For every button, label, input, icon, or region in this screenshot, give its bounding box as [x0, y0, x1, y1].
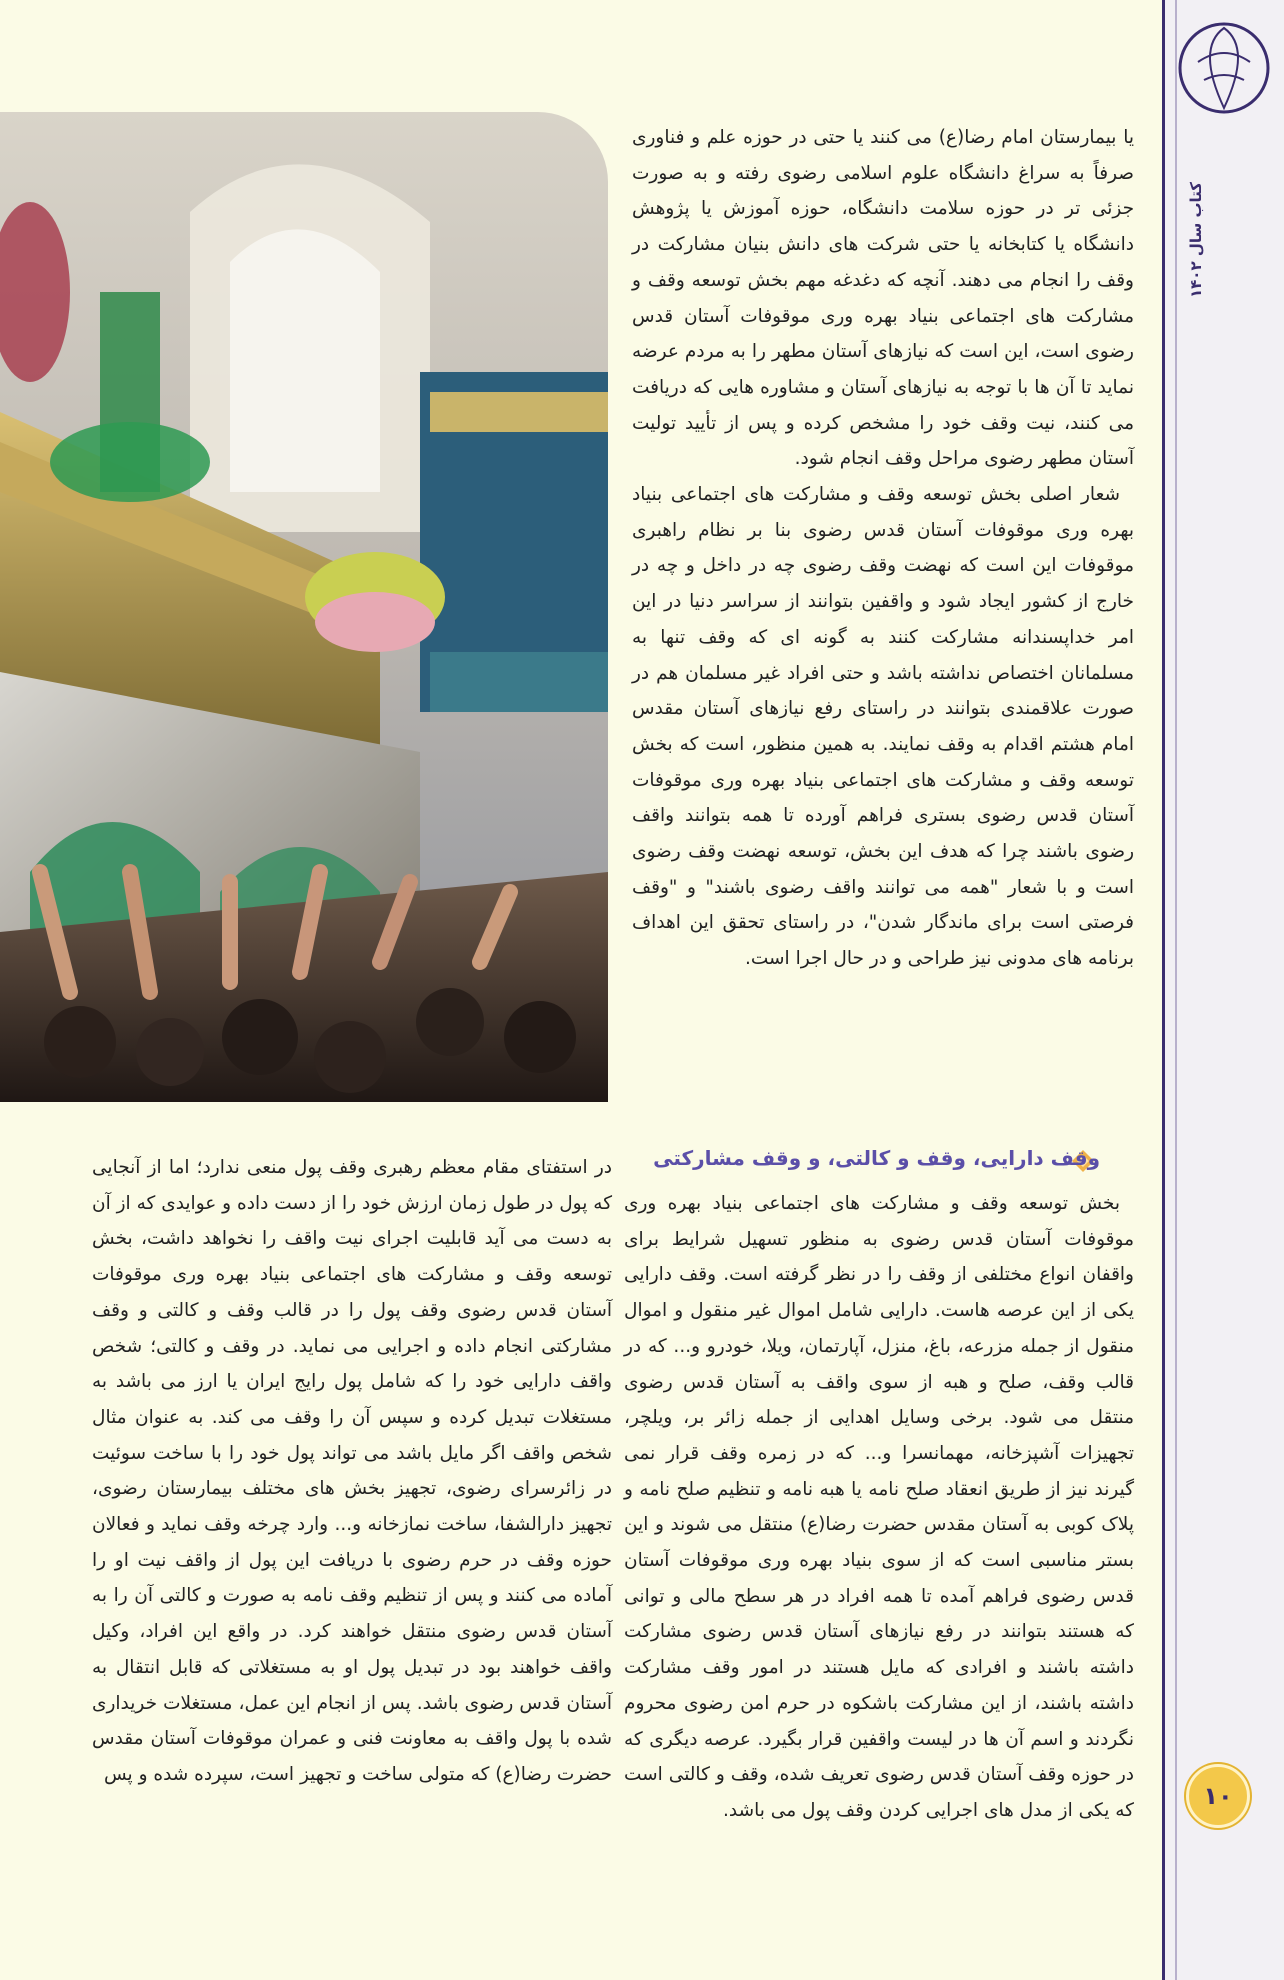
shrine-photo [0, 112, 608, 1102]
bottom-left-text-column [92, 1150, 612, 1793]
logo-emblem-icon [1174, 18, 1274, 118]
paragraph: در استفتای مقام معظم رهبری وقف پول منعی ندارد؛ اما از آنجایی که پول در طول زمان ارزش خود را از دست داده و عوایدی که از آن به دست می آید قابلیت اجرای نیت واقف را نخواهد داشت، بخش توسعه وقف و مشارکت های اجتماعی بنیاد بهره وری موقوفات آستان قدس رضوی وقف پول را در قالب وقف و کالتی و وقف مشارکتی انجام داده و اجرایی می نماید. در وقف و کالتی؛ شخص واقف دارایی خود را که شامل پول رایج ایران یا ارز می باشد به مستغلات تبدیل کرده و سپس آن را وقف می کند. به عنوان مثال شخص واقف اگر مایل باشد می تواند پول خود را با ساخت سوئیت در زائرسرای رضوی، تجهیز بخش های مختلف بیمارستان رضوی، تجهیز دارالشفا، ساخت نمازخانه و... وارد چرخه وقف نماید و فعالان حوزه وقف در حرم رضوی با دریافت این پول از واقف نیت او را آماده می کنند و پس از تنظیم وقف نامه به صورت و کالتی آن را به آستان قدس رضوی منتقل خواهند کرد. در واقع این افراد، وکیل واقف خواهند بود در تبدیل پول او به مستغلاتی که قابل انتقال به آستان قدس رضوی باشد. پس از انجام این عمل، مستغلات خریداری شده با پول واقف به معاونت فنی و عمران موقوفات آستان مقدس حضرت رضا(ع) که متولی ساخت و تجهیز است، سپرده شده و پس [92, 1157, 612, 1785]
shrine-photo-icon [0, 112, 608, 1102]
paragraph: شعار اصلی بخش توسعه وقف و مشارکت های اجتماعی بنیاد بهره وری موقوفات آستان قدس رضوی بنا بر نظام راهبری موقوفات این است که نهضت وقف رضوی چه در داخل و چه در خارج از کشور ایجاد شود و واقفین بتوانند از سراسر دنیا در این امر خداپسندانه مشارکت کنند به گونه ای که وقف تنها به مسلمانان اختصاص نداشته باشد و حتی افراد غیر مسلمان هم در صورت علاقمندی بتوانند در راستای رفع نیازهای آستان مقدس امام هشتم اقدام به وقف نمایند. به همین منظور، است که بخش توسعه وقف و مشارکت های اجتماعی بنیاد بهره وری موقوفات آستان قدس رضوی بستری فراهم آورده تا همه بتوانند واقف رضوی باشند چرا که هدف این بخش، توسعه نهضت وقف رضوی است و با شعار "همه می توانند واقف رضوی باشند" و "وقف فرصتی است برای ماندگار شدن"، در راستای تحقق این اهداف برنامه های مدونی نیز طراحی و در حال اجرا است. [632, 484, 1134, 970]
top-text-column [632, 120, 1134, 977]
paragraph: بخش توسعه وقف و مشارکت های اجتماعی بنیاد بهره وری موقوفات آستان قدس رضوی به منظور تسهیل شرایط برای واقفان انواع مختلفی از وقف را در نظر گرفته است. وقف دارایی یکی از این عرصه هاست. دارایی شامل اموال غیر منقول و اموال منقول از جمله مزرعه، باغ، منزل، آپارتمان، ویلا، خودرو و... که در قالب وقف، صلح و هبه از سوی واقف به آستان قدس رضوی منتقل می شود. برخی وسایل اهدایی از جمله زائر بر، ویلچر، تجهیزات آشپزخانه، مهمانسرا و... که در زمره وقف قرار نمی گیرند نیز از طریق انعقاد صلح نامه یا هبه نامه و تنظیم صلح نامه و پلاک کوبی به آستان مقدس حضرت رضا(ع) منتقل می شوند و این بستر مناسبی است که از سوی بنیاد بهره وری موقوفات آستان قدس رضوی فراهم آمده تا همه افراد در هر سطح مالی و توانی که هستند بتوانند در رفع نیازهای آستان قدس رضوی مشارکت داشته باشند و افرادی که مایل هستند در امور وقف مشارکت داشته باشند، از این مشارکت باشکوه در حرم امن رضوی محروم نگردند و اسم آن ها در لیست واقفین قرار بگیرد. عرصه دیگری که در حوزه وقف آستان قدس رضوی تعریف شده، وقف و کالتی است که یکی از مدل های اجرایی کردن وقف پول می باشد. [624, 1193, 1134, 1821]
side-title [1183, 150, 1209, 330]
side-band [1162, 0, 1284, 1980]
magazine-logo [1174, 18, 1274, 118]
paragraph: یا بیمارستان امام رضا(ع) می کنند یا حتی در حوزه علم و فناوری صرفاً به سراغ دانشگاه علوم اسلامی رضوی رفته و به صورت جزئی تر در حوزه سلامت دانشگاه، حوزه آموزش یا پژوهش دانشگاه یا کتابخانه یا حتی شرکت های دانش بنیان مشارکت در وقف را انجام می دهند. آنچه که دغدغه مهم بخش توسعه وقف و مشارکت های اجتماعی بنیاد بهره وری موقوفات آستان قدس رضوی است، این است که نیازهای آستان مطهر را به مردم عرضه نماید تا آن ها با توجه به نیازهای آستان و مشاوره هایی که دریافت می کنند، نیت وقف خود را مشخص کرده و پس از تأیید تولیت آستان مطهر رضوی مراحل وقف انجام شود. [632, 127, 1134, 470]
divider [1175, 0, 1177, 1980]
page-number-badge: ۱۰ [1186, 1764, 1250, 1828]
book-year-label: کتاب سال ۱۴۰۲ [1187, 181, 1205, 299]
section-heading: وقف دارایی، وقف و کالتی، و وقف مشارکتی [653, 1146, 1100, 1170]
bottom-right-text-column [624, 1186, 1134, 1829]
